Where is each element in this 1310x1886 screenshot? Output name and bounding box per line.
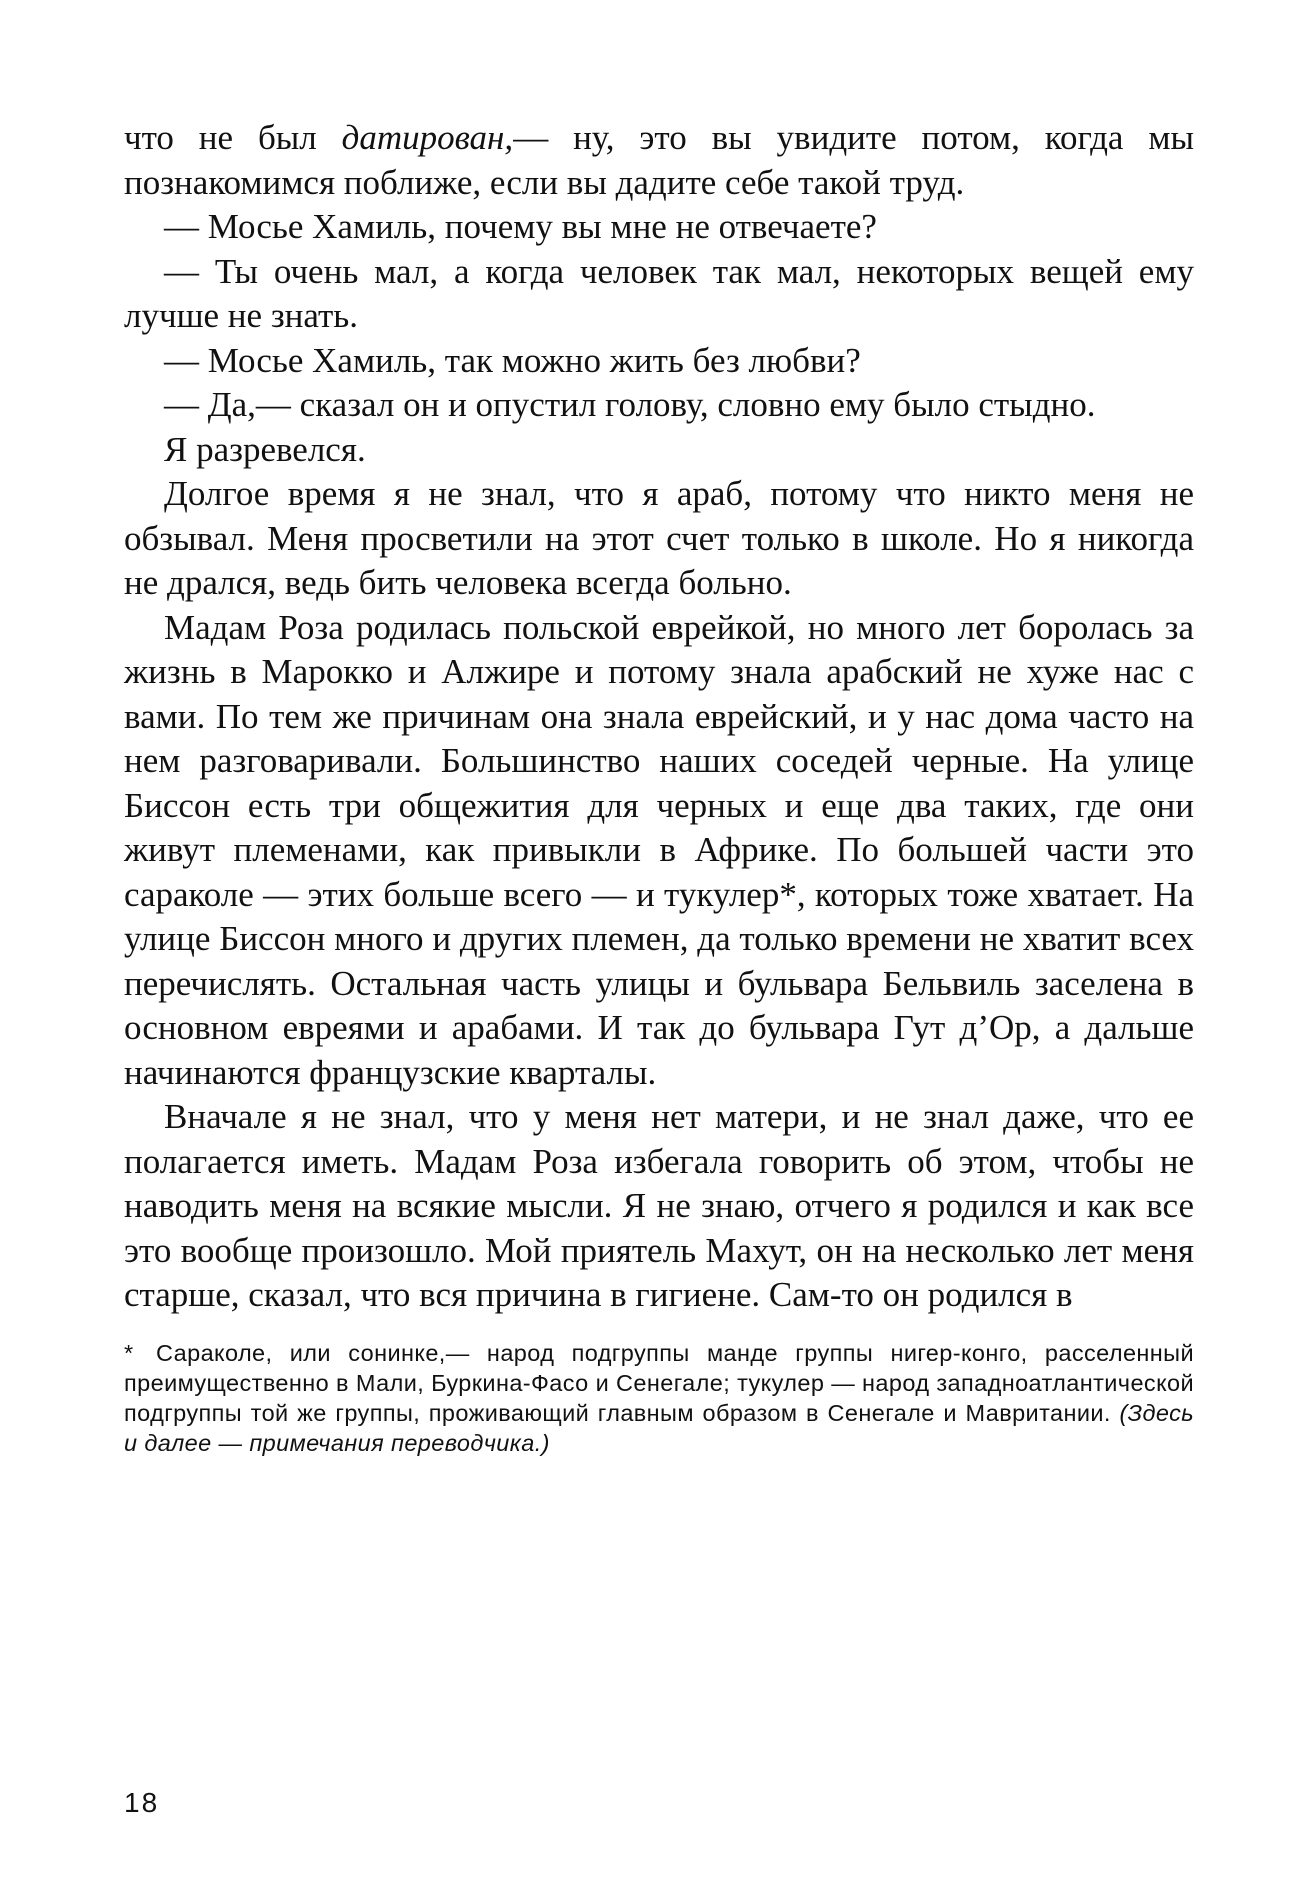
paragraph-1: что не был датирован,— ну, это вы увидите потом, когда мы познакомимся поближе, если вы дадите себе такой труд. xyxy=(124,118,1194,202)
footnote-italic: (Здесь и далее — примечания переводчика.) xyxy=(124,1399,1194,1456)
italic-word: датирован, xyxy=(341,118,514,157)
paragraph-arab: Долгое время я не знал, что я араб, потому что никто меня не обзывал. Меня просветили на этот счет только в школе. Но я никогда не дрался, ведь бить человека всегда больно. xyxy=(124,474,1194,602)
dialogue-line-1: — Мосье Хамиль, почему вы мне не отвечаете? xyxy=(164,207,877,246)
page-number: 18 xyxy=(124,1787,160,1818)
paragraph-mother: Вначале я не знал, что у меня нет матери, и не знал даже, что ее полагается иметь. Мадам Роза избегала говорить об этом, чтобы не наводить меня на всякие мысли. Я не знаю, отчего я родился и как все это вообще произошло. Мой приятель Махут, он на несколько лет меня старше, сказал, что вся причина в гигиене. Сам-то он родился в xyxy=(124,1097,1194,1314)
paragraph-short: Я разревелся. xyxy=(164,429,366,469)
footnote-text: Сараколе, или сонинке,— народ подгруппы манде группы нигер-конго, расселенный преимущественно в Мали, Буркина-Фасо и Сенегале; тукулер — народ западноатлантической подгруппы той же группы, проживающий главным образом в Сенегале и Мавритании. xyxy=(124,1339,1195,1426)
paragraph-madam-rosa: Мадам Роза родилась польской еврейкой, но много лет боролась за жизнь в Марокко и Алжире и потому знала арабский не хуже нас с вами. По тем же причинам она знала еврейский, и у нас дома часто на нем разговаривали. Большинство наших соседей черные. На улице Биссон есть три общежития для черных и еще два таких, где они живут племенами, как привыкли в Африке. По большей части это сараколе — этих больше всего — и тукулер*, которых тоже хватает. На улице Биссон много и других племен, да только времени не хватит всех перечислять. Остальная часть улицы и бульвара Бельвиль заселена в основном евреями и арабами. И так до бульвара Гут д’Ор, а дальше начинаются французские кварталы. xyxy=(124,607,1194,1092)
dialogue-line-4: — Да,— сказал он и опустил голову, словно ему было стыдно. xyxy=(164,385,1096,424)
dialogue-line-2: — Ты очень мал, а когда человек так мал, некоторых вещей ему лучше не знать. xyxy=(124,251,1194,335)
footnote xyxy=(124,1338,1194,1458)
dialogue-line-3: — Мосье Хамиль, так можно жить без любви? xyxy=(164,340,861,380)
footnote-mark: * xyxy=(124,1339,134,1366)
body-text xyxy=(124,116,1194,1318)
